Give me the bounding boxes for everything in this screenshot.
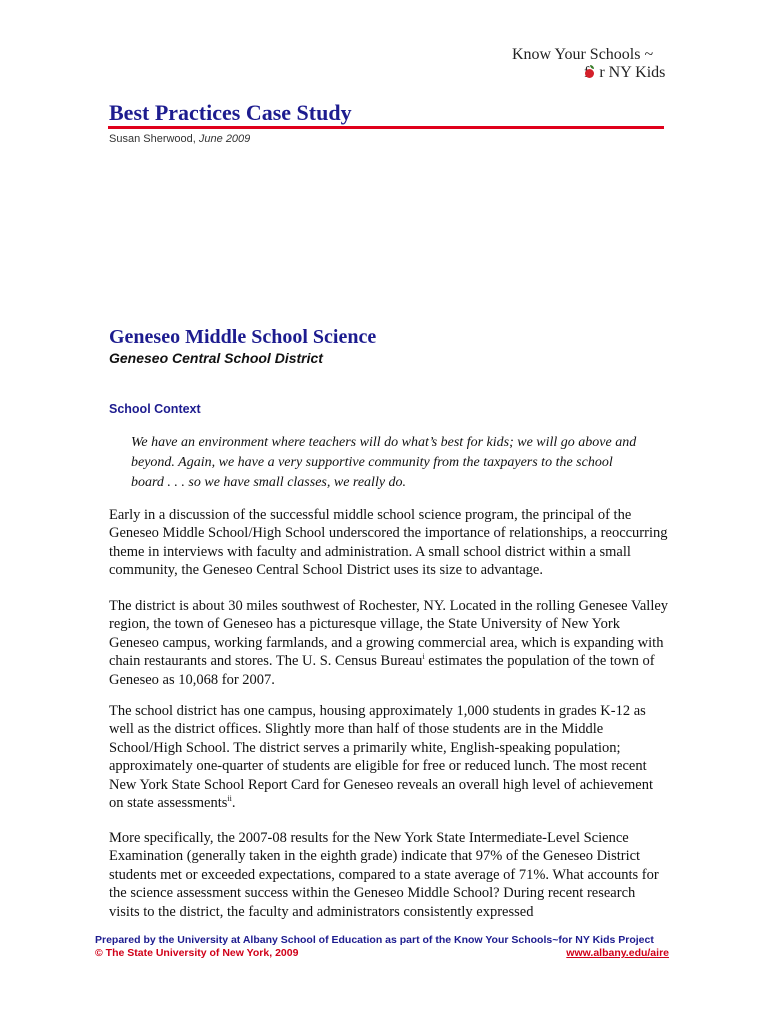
paragraph-3-text-a: The school district has one campus, housing approximately 1,000 students in grades K-12 as well as the district offices. Slightly more than half of those students are in the Middle School/High School. The district serves a primarily white, English-speaking population; approximately one-quarter of students are eligible for free or reduced lunch. The most recent New York State School Report Card for Geneseo reveals an overall high level of achievement on state assessments bbox=[109, 703, 653, 812]
logo-line-2-suffix: r NY Kids bbox=[599, 64, 666, 81]
page-title: Best Practices Case Study bbox=[109, 100, 352, 125]
footnote-ref-i: i bbox=[422, 652, 425, 662]
know-your-schools-logo bbox=[512, 46, 682, 82]
logo-line-2 bbox=[512, 64, 682, 82]
author: Susan Sherwood, bbox=[109, 133, 196, 145]
opening-quote: We have an environment where teachers will do what’s best for kids; we will go above and beyond. Again, we have a very supportive community from the taxpayers to the school board . . . so we have small classes, we really do. bbox=[131, 435, 637, 490]
byline bbox=[109, 133, 250, 145]
paragraph-4: More specifically, the 2007-08 results for the New York State Intermediate-Level Science Examination (generally taken in the eighth grade) indicate that 97% of the Geneseo District students met or exceeded expectations, compared to a state average of 71%. What accounts for the science assessment success within the Geneseo Middle School? During recent research visits to the district, the faculty and administrators consistently expressed bbox=[109, 830, 659, 920]
apple-icon bbox=[585, 69, 594, 78]
school-name: Geneseo Middle School Science bbox=[109, 326, 377, 348]
section-heading: School Context bbox=[109, 402, 201, 416]
footer-prepared-by: Prepared by the University at Albany School of Education as part of the Know Your Schools~for NY Kids Project bbox=[95, 934, 654, 946]
footnote-ref-ii: ii bbox=[227, 794, 232, 804]
title-divider bbox=[108, 126, 664, 129]
paragraph-2-text-b: estimates the population of the town of Geneseo as 10,068 for 2007. bbox=[109, 653, 655, 688]
date: June 2009 bbox=[198, 133, 251, 145]
paragraph-2-text-a: The district is about 30 miles southwest of Rochester, NY. Located in the rolling Genesee Valley region, the town of Geneseo has a picturesque village, the State University of New York Geneseo campus, working farmlands, and a growing commercial area, which is expanding with chain restaurants and stores. The U. S. Census Bureau bbox=[109, 598, 669, 670]
paragraph-3-text-b: . bbox=[231, 795, 236, 812]
footer-bottom-row bbox=[95, 947, 669, 960]
district-name: Geneseo Central School District bbox=[109, 350, 323, 366]
footer-copyright: © The State University of New York, 2009 bbox=[95, 947, 299, 959]
logo-line-1: Know Your Schools ~ bbox=[512, 46, 654, 63]
paragraph-3 bbox=[109, 702, 669, 812]
paragraph-1: Early in a discussion of the successful middle school science program, the principal of the Geneseo Middle School/High School underscored the importance of relationships, a reoccurring theme in interviews with faculty and administration. A small school district within a small community, the Geneseo Central School District uses its size to advantage. bbox=[109, 507, 668, 579]
page-footer bbox=[95, 934, 669, 960]
footer-website-link[interactable]: www.albany.edu/aire bbox=[566, 947, 669, 959]
paragraph-2 bbox=[109, 597, 669, 689]
